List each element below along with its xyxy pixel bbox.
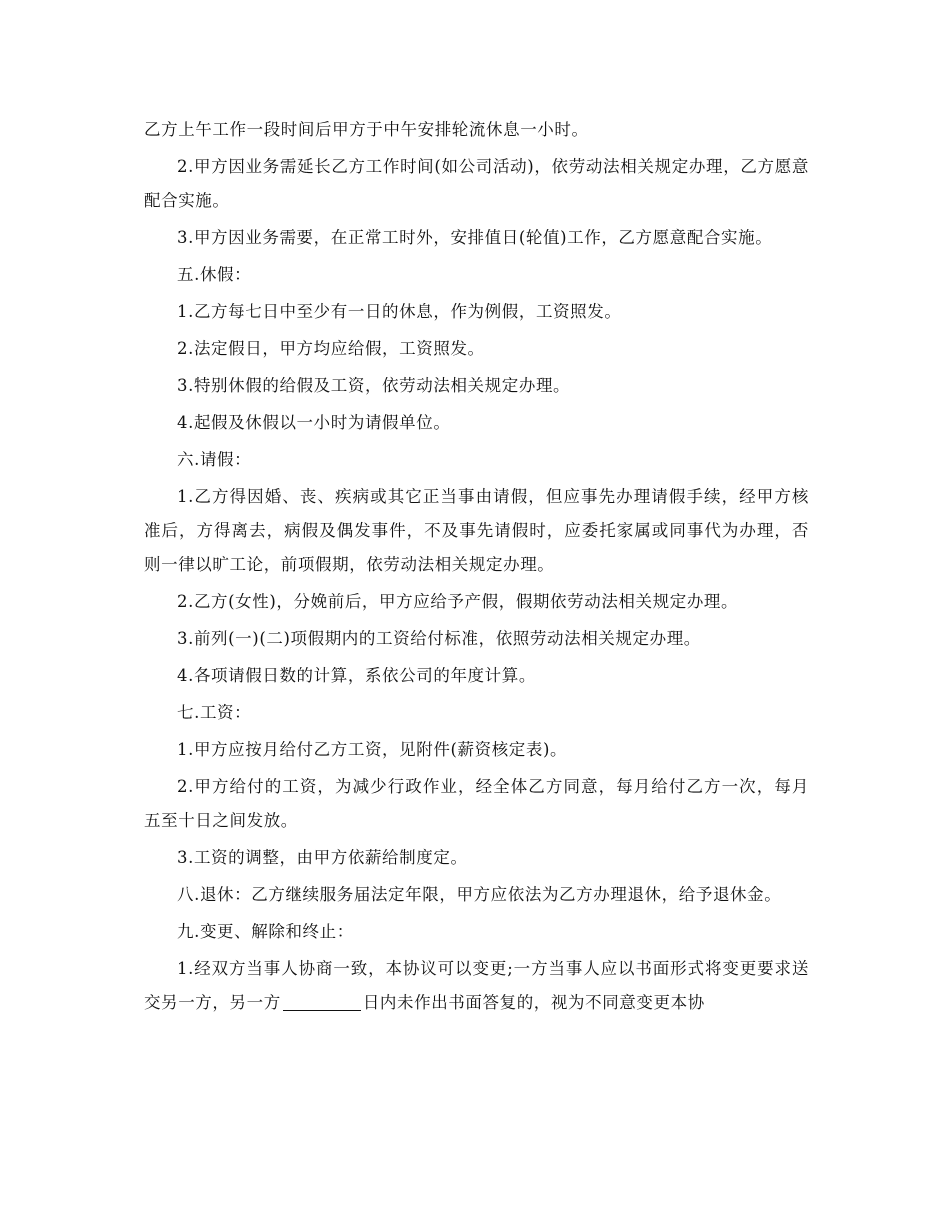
section-heading-wages: 七.工资： (177, 703, 252, 722)
paragraph-weekly-rest: 1.乙方每七日中至少有一日的休息，作为例假，工资照发。 (177, 302, 622, 321)
section-heading-leave: 六.请假： (177, 450, 252, 469)
paragraph-leave-unit: 4.起假及休假以一小时为请假单位。 (177, 413, 451, 432)
paragraph-wage-adjustment: 3.工资的调整，由甲方依薪给制度定。 (177, 848, 468, 867)
fill-in-blank (283, 994, 361, 1011)
paragraph-wage-payment: 2.甲方给付的工资，为减少行政作业，经全体乙方同意，每月给付乙方一次，每月五至十日之间发放。 (144, 777, 809, 830)
contract-change-text-after: 日内未作出书面答复的，视为不同意变更本协 (362, 993, 705, 1012)
paragraph-maternity-leave: 2.乙方(女性)，分娩前后，甲方应给予产假，假期依劳动法相关规定办理。 (177, 592, 739, 611)
document-body (144, 113, 809, 1023)
paragraph-monthly-wages: 1.甲方应按月给付乙方工资，见附件(薪资核定表)。 (177, 740, 568, 759)
contract-change-text-before: 1.经双方当事人协商一致，本协议可以变更;一方当事人应以书面形式将变更要求送交另一方，另一方 (144, 959, 809, 1012)
paragraph-duty-shift: 3.甲方因业务需要，在正常工时外，安排值日(轮值)工作，乙方愿意配合实施。 (177, 228, 773, 247)
paragraph-leave-request: 1.乙方得因婚、丧、疾病或其它正当事由请假，但应事先办理请假手续，经甲方核准后，方得离去，病假及偶发事件，不及事先请假时，应委托家属或同事代为办理，否则一律以旷工论，前项假期，依劳动法相关规定办理。 (144, 487, 809, 574)
paragraph-special-leave: 3.特别休假的给假及工资，依劳动法相关规定办理。 (177, 376, 571, 395)
paragraph-contract-change (144, 952, 809, 1020)
paragraph-retirement: 八.退休：乙方继续服务届法定年限，甲方应依法为乙方办理退休，给予退休金。 (177, 885, 782, 904)
paragraph-rest-schedule: 乙方上午工作一段时间后甲方于中午安排轮流休息一小时。 (144, 120, 589, 139)
paragraph-leave-calculation: 4.各项请假日数的计算，系依公司的年度计算。 (177, 666, 536, 685)
paragraph-overtime: 2.甲方因业务需延长乙方工作时间(如公司活动)，依劳动法相关规定办理，乙方愿意配合实施。 (144, 157, 809, 210)
paragraph-statutory-holidays: 2.法定假日，甲方均应给假，工资照发。 (177, 339, 485, 358)
section-heading-termination: 九.变更、解除和终止： (177, 922, 354, 941)
section-heading-holidays: 五.休假： (177, 265, 252, 284)
paragraph-leave-pay: 3.前列(一)(二)项假期内的工资给付标准，依照劳动法相关规定办理。 (177, 629, 701, 648)
